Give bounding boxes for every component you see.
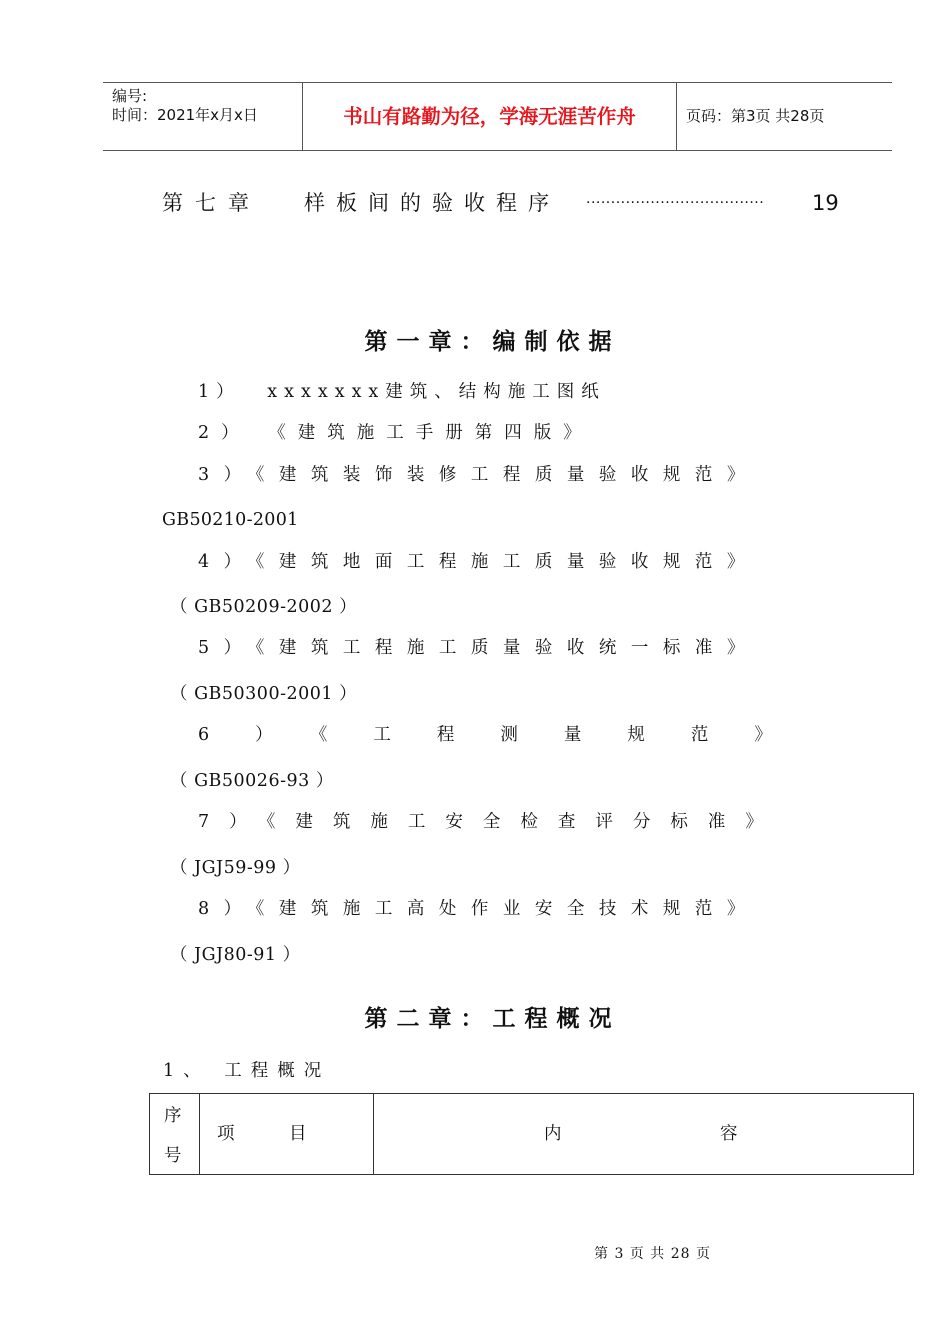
table-header-content-2: 容 (720, 1124, 738, 1144)
basis-item-text: 《建筑施工高处作业安全技术规范》 (255, 899, 759, 919)
basis-item-8 (198, 897, 810, 921)
table-header-item-2: 目 (289, 1124, 307, 1144)
table-header-content-1: 内 (544, 1124, 562, 1144)
basis-item-2 (198, 421, 593, 445)
basis-item-3-code: GB50210-2001 (162, 510, 299, 530)
toc-title: 样板间的验收程序 (304, 191, 560, 215)
basis-item-number: 1） (198, 382, 241, 402)
document-number-label: 编号: (112, 87, 148, 105)
basis-item-text: 《工程测量规范》 (318, 725, 818, 745)
toc-chapter: 第七章 (162, 191, 261, 215)
section-heading-project-overview: 1、 工程概况 (163, 1061, 331, 1081)
table-header-item (200, 1094, 374, 1174)
table-header-item-1: 项 (217, 1124, 235, 1144)
table-header-seq-1: 序 (164, 1106, 182, 1126)
basis-item-text: 《建筑装饰装修工程质量验收规范》 (255, 465, 759, 485)
basis-item-8-code: （ JGJ80-91 ） (170, 945, 301, 965)
basis-item-4-code: （ GB50209-2002 ） (170, 597, 358, 617)
toc-entry[interactable] (162, 188, 842, 218)
basis-item-7 (198, 810, 810, 834)
basis-item-4 (198, 550, 810, 574)
basis-item-number: 8） (198, 899, 256, 919)
basis-item-number: 7） (198, 812, 267, 832)
page-footer: 第 3 页 共 28 页 (594, 1246, 711, 1262)
chapter-1-heading: 第一章：编制依据 (364, 329, 621, 355)
basis-item-6 (198, 723, 818, 747)
page-header (103, 82, 892, 151)
chapter-2-heading: 第二章：工程概况 (364, 1006, 621, 1032)
basis-item-5-code: （ GB50300-2001 ） (170, 684, 358, 704)
basis-item-text: 《建筑施工手册第四版》 (268, 423, 593, 443)
basis-item-number: 4） (198, 552, 256, 572)
table-header-seq (150, 1094, 200, 1174)
basis-item-3 (198, 463, 810, 487)
basis-item-1 (198, 380, 606, 404)
header-page-info: 页码：第3页 共28页 (686, 107, 825, 125)
basis-item-number: 6） (198, 725, 319, 745)
basis-item-7-code: （ JGJ59-99 ） (170, 858, 301, 878)
header-left-cell (103, 83, 303, 150)
toc-page-number: 19 (812, 191, 839, 215)
table-header-content (374, 1094, 913, 1174)
basis-item-number: 3） (198, 465, 256, 485)
basis-item-text: 《建筑施工安全检查评分标准》 (266, 812, 783, 832)
basis-item-6-code: （ GB50026-93 ） (170, 771, 334, 791)
basis-item-number: 5） (198, 638, 256, 658)
toc-leader-dots: .................................... (586, 191, 765, 207)
document-time-label: 时间：2021年x月x日 (112, 106, 258, 124)
basis-item-text: xxxxxxx建筑、结构施工图纸 (267, 382, 606, 402)
basis-item-text: 《建筑工程施工质量验收统一标准》 (255, 638, 759, 658)
header-motto: 书山有路勤为径，学海无涯苦作舟 (303, 83, 677, 150)
basis-item-5 (198, 636, 810, 660)
basis-item-text: 《建筑地面工程施工质量验收规范》 (255, 552, 759, 572)
basis-item-number: 2） (198, 423, 251, 443)
project-overview-table (149, 1093, 914, 1175)
table-header-seq-2: 号 (164, 1146, 182, 1166)
